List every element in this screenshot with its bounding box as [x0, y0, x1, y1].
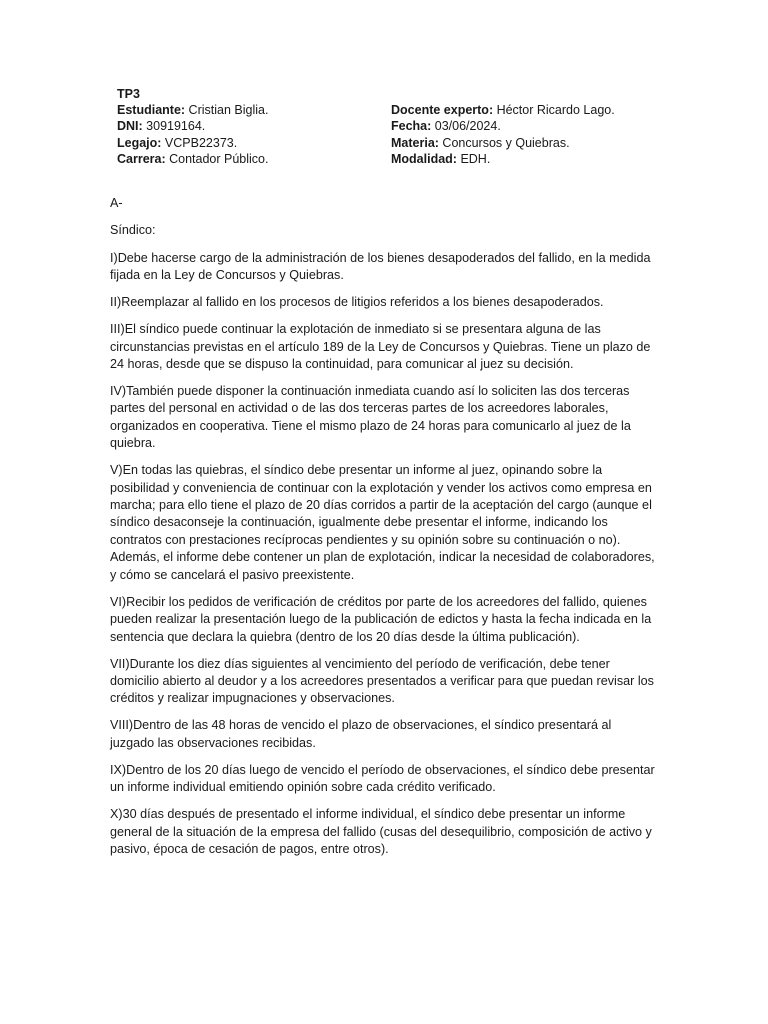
paragraph-i: I)Debe hacerse cargo de la administración de los bienes desapoderados del fallido, en la medida fijada en la Ley de Concursos y Quiebras.	[110, 250, 651, 283]
date-value: 03/06/2024.	[431, 119, 501, 134]
paragraph-iv: IV)También puede disponer la continuación inmediata cuando así lo soliciten las dos terceras partes del personal en actividad o de las dos terceras partes de los acreedores laborales, organizados en cooperativa. Tiene el mismo plazo de 24 horas para comunicarlo al juez de la quiebra.	[110, 384, 631, 451]
student-label: Estudiante:	[117, 103, 186, 118]
dni-label: DNI:	[117, 119, 143, 134]
header-right-column	[391, 102, 691, 167]
section-subtitle: Síndico:	[110, 223, 156, 238]
teacher-label: Docente experto:	[391, 103, 494, 118]
document-header	[117, 86, 677, 167]
dni-value: 30919164.	[142, 119, 206, 134]
student-row	[117, 102, 391, 118]
modality-row	[391, 151, 691, 167]
paragraph-viii: VIII)Dentro de las 48 horas de vencido el plazo de observaciones, el síndico presentará al juzgado las observaciones recibidas.	[110, 718, 612, 750]
header-info-grid	[117, 102, 677, 167]
career-value: Contador Público.	[165, 151, 269, 166]
modality-label: Modalidad:	[391, 151, 457, 166]
assignment-title: TP3	[117, 87, 140, 101]
document-body	[110, 195, 658, 868]
paragraph-vii: VII)Durante los diez días siguientes al vencimiento del período de verificación, debe tener domicilio abierto al deudor y a los acreedores presentados a verificar para que puedan revisar los créditos y realizar impugnaciones y observaciones.	[110, 656, 654, 706]
paragraph-v: V)En todas las quiebras, el síndico debe presentar un informe al juez, opinando sobre la posibilidad y conveniencia de continuar con la explotación y vender los activos como empresa en marcha; para ello tiene el plazo de 20 días corridos a partir de la aceptación del cargo (aunque el síndico desaconseje la continuación, igualmente debe presentar el informe, indicando los contratos con prestaciones recíprocas pendientes y su opinión sobre su continuación o no). Además, el informe debe contener un plan de explotación, indicar la necesidad de colaboradores, y cómo se cancelará el pasivo preexistente.	[110, 463, 655, 582]
career-row	[117, 151, 391, 167]
subject-value: Concursos y Quiebras.	[438, 135, 570, 150]
student-value: Cristian Biglia.	[185, 103, 269, 118]
section-heading: A-	[110, 196, 123, 210]
subject-row	[391, 135, 691, 151]
modality-value: EDH.	[456, 151, 491, 166]
paragraph-iii: III)El síndico puede continuar la explotación de inmediato si se presentara alguna de las circunstancias previstas en el artículo 189 de la Ley de Concursos y Quiebras. Tiene un plazo de 24 horas, desde que se dispuso la continuidad, para comunicar al juez su decisión.	[110, 322, 651, 372]
legajo-value: VCPB22373.	[161, 135, 238, 150]
header-left-column	[117, 102, 391, 167]
date-row	[391, 118, 691, 134]
paragraph-x: X)30 días después de presentado el informe individual, el síndico debe presentar un informe general de la situación de la empresa del fallido (cusas del desequilibrio, composición de activo y pasivo, época de cesación de pagos, entre otros).	[110, 807, 652, 856]
date-label: Fecha:	[391, 119, 432, 134]
paragraph-vi: VI)Recibir los pedidos de verificación de créditos por parte de los acreedores del fallido, quienes pueden realizar la presentación luego de la publicación de edictos y hasta la fecha indicada en la sentencia que declara la quiebra (dentro de los 20 días desde la última publicación).	[110, 594, 652, 644]
legajo-row	[117, 135, 391, 151]
career-label: Carrera:	[117, 151, 166, 166]
dni-row	[117, 118, 391, 134]
paragraph-ix: IX)Dentro de los 20 días luego de vencido el período de observaciones, el síndico debe presentar un informe individual emitiendo opinión sobre cada crédito verificado.	[110, 762, 655, 795]
teacher-value: Héctor Ricardo Lago.	[493, 103, 615, 118]
legajo-label: Legajo:	[117, 135, 162, 150]
paragraph-ii: II)Reemplazar al fallido en los procesos de litigios referidos a los bienes desapoderados.	[110, 295, 604, 310]
subject-label: Materia:	[391, 135, 439, 150]
teacher-row	[391, 102, 691, 118]
